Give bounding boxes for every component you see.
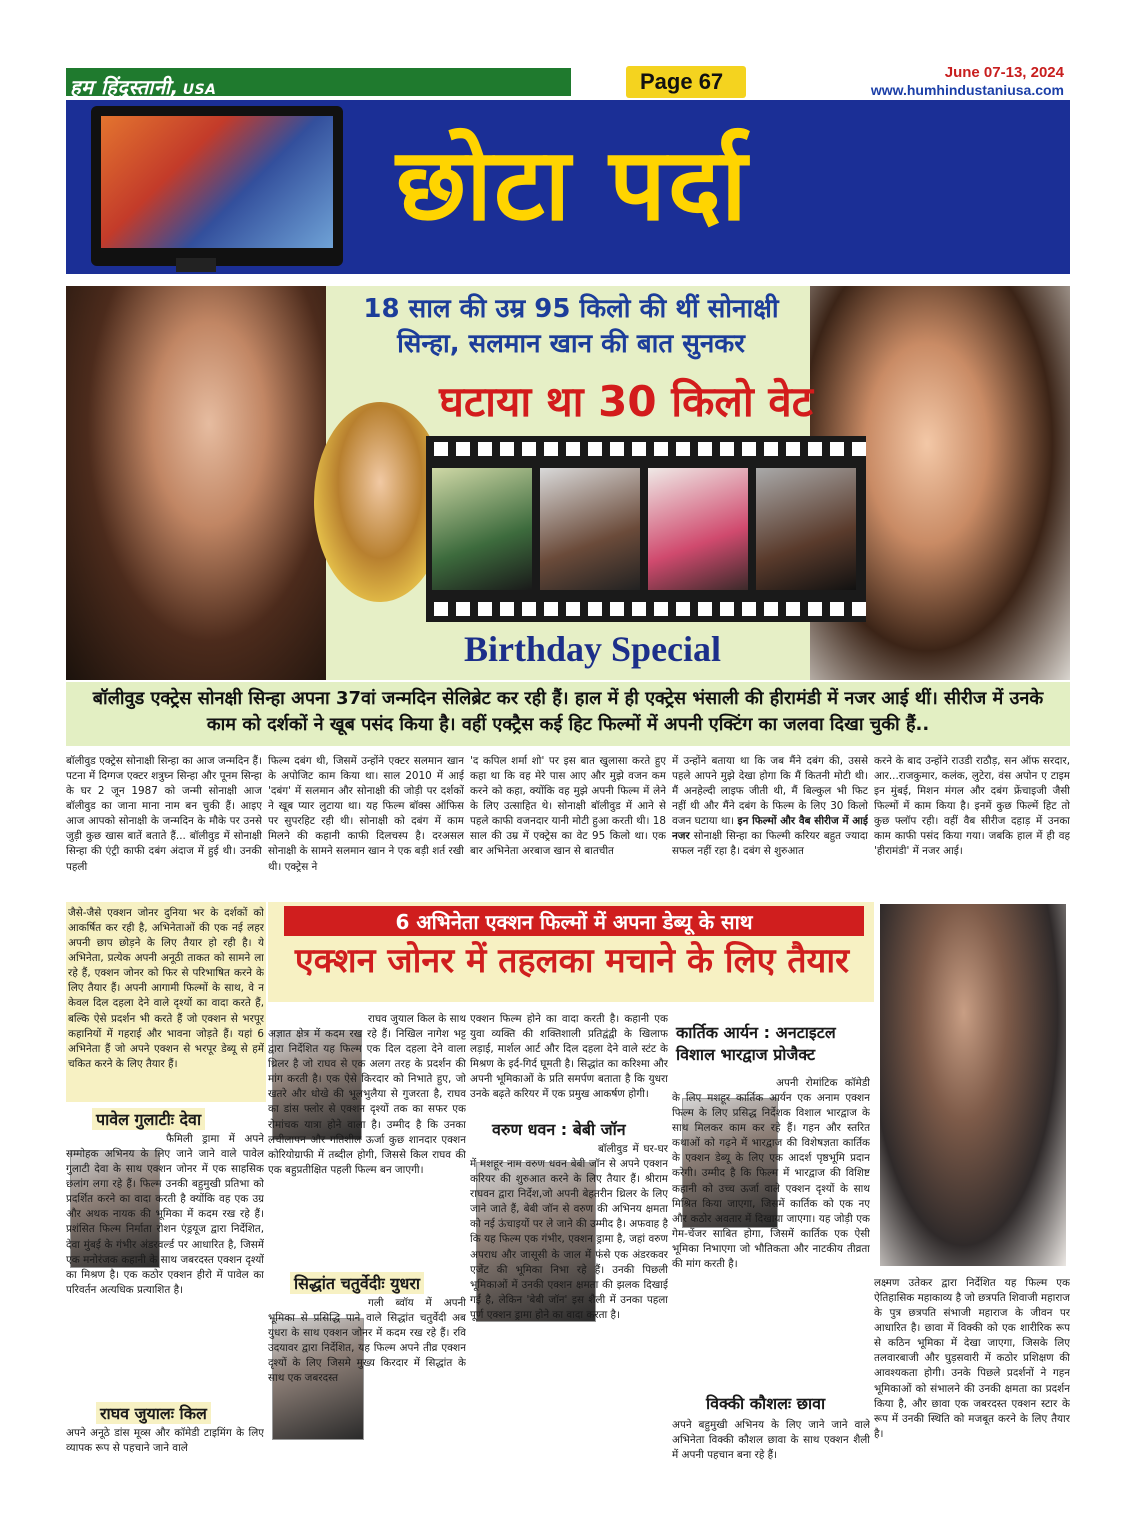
- film-holes-top: [426, 442, 866, 456]
- feature2-kicker: 6 अभिनेता एक्शन फिल्मों में अपना डेब्यू के साथ: [284, 906, 864, 937]
- headline-line-1: 18 साल की उम्र 95 किलो की थीं सोनाक्षी: [363, 294, 779, 324]
- raghav-text-1: अपने अनूठे डांस मूव्स और कॉमेडी टाइमिंग के लिए व्यापक रूप से पहचाने जाने वाले: [66, 1427, 264, 1455]
- kartik-subhead: कार्तिक आर्यन : अनटाइटल विशाल भारद्वाज प्रोजैक्ट: [676, 1023, 836, 1065]
- page-number-text: Page 67: [640, 69, 724, 94]
- headline-line-2: सिन्हा, सलमान खान की बात सुनकर: [397, 329, 745, 360]
- masthead-bar: [66, 68, 571, 99]
- vicky-photo: [880, 904, 1066, 1266]
- pavail-text: फैमिली ड्रामा में अपने सम्मोहक अभिनय के लिए जाने जाने वाले पावेल गुलाटी देवा के साथ एक्शन जोनर में एक साहसिक छलांग लगा रहे हैं। फिल्म उनकी बहुमुखी प्रतिभा को प्रदर्शित करने का वादा करती है क्योंकि वह एक उग्र और अथक नायक की भूमिका में कदम रख रहे हैं। प्रशंसित फिल्म निर्माता रोशन एंड्रयूज द्वारा निर्देशित, देवा मुंबई के गंभीर अंडरवर्ल्ड पर आधारित है, जिसमें एक मनोरंजक कहानी के साथ जबरदस्त एक्शन दृश्यों का मिश्रण है। एक कठोर एक्शन हीरो में पावेल का परिवर्तन अत्यधिक प्रत्याशित है।: [66, 1133, 264, 1296]
- feature1-lead: बॉलीवुड एक्ट्रेस सोनक्षी सिन्हा अपना 37वां जन्मदिन सेलिब्रेट कर रही हैं। हाल में ही एक्ट्रेस भंसाली की हीरामंडी में नजर आई थीं। सीरीज में उनके काम को दर्शकों ने खूब पसंद किया है। वहीं एक्ट्रैस कई हिट फिल्मों में अपनी एक्टिंग का जलवा दिखा चुकी हैं..: [92, 688, 1044, 736]
- section-banner: [66, 100, 1070, 278]
- pavail-subhead: पावेल गुलाटीः देवा: [92, 1108, 205, 1130]
- film-frame-3: [648, 468, 748, 590]
- feature-sonakshi: [66, 286, 1070, 680]
- vicky-text: अपने बहुमुखी अभिनय के लिए जाने जाने वाले अभिनेता विक्की कौशल छावा के साथ एक्शन शैली में अपनी पहचान बना रहे हैं।: [672, 1419, 870, 1462]
- feature1-col-4-subhead: इन फिल्मों और वैब सीरीज में आई नजर: [672, 815, 868, 843]
- birthday-special-tag: Birthday Special: [464, 629, 722, 669]
- section-title: छोटा पर्दा: [396, 126, 749, 243]
- vicky-subhead: विक्की कौशलः छावा: [706, 1394, 826, 1413]
- publication-name: हम हिंदुस्तानी,: [70, 75, 179, 99]
- film-strip: [426, 436, 866, 622]
- raghav-subhead: राघव जुयालः किल: [96, 1402, 211, 1424]
- feature2-intro: जैसे-जैसे एक्शन जोनर दुनिया भर के दर्शकों को आकर्षित कर रही है, अभिनेताओं की एक नई लहर अपनी छाप छोड़ने के लिए तैयार हो रही है। ये अभिनेता, प्रत्येक अपनी अनूठी ताकत को सामने ला रहे हैं, एक्शन जोनर को फिर से परिभाषित करने के लिए तैयार हैं। अपनी आगामी फिल्मों के साथ, वे न केवल दिल दहला देने वाले दृश्यों का वादा करते हैं, बल्कि ऐसे प्रदर्शन भी करते हैं जो एक्शन से भरपूर कहानियों में गहराई और भावना जोड़ते हैं। यहां 6 अभिनेता हैं जो अपने एक्शन से भरपूर डेब्यू से हमें चकित करने के लिए तैयार हैं।: [68, 907, 264, 1070]
- tv-stand-icon: [176, 258, 216, 272]
- raghav-text-2: राघव जुयाल किल के साथ अज्ञात क्षेत्र में कदम रख रहे हैं। निखिल नागेश भट्ट द्वारा निर्देशित यह फिल्म एक दिल दहला देने वाला थ्रिलर है जो राघव से एक अलग तरह के प्रदर्शन की मांग करती है। एक ऐसे किरदार को निभाते हुए, जो खतरे और धोखे की भूलभुलैया से गुजरता है, राघव का डांस फ्लोर से एक्शन दृश्यों तक का सफर एक रोमांचक यात्रा होने वाला है। उम्मीद है कि उनका लचीलापन और गतिशील ऊर्जा कुछ शानदार एक्शन कोरियोग्राफी में तब्दील होगी, जिससे किल राघव की एक बहुप्रतीक्षित पहली फिल्म बन जाएगी।: [268, 1013, 466, 1176]
- varun-subhead: वरुण धवन : बेबी जॉन: [492, 1120, 626, 1139]
- feature1-col-4-text: में उन्होंने बताया था कि जब मैंने दबंग की, उससे पहले आपने मुझे देखा होगा कि मैं कितनी मोटी थी। मैं अनहेल्दी लाइफ जीती थी, मैं बिल्कुल भी फिट नहीं थी और मैंने दबंग के फिल्म के लिए 30 किलो वजन घटाया था।: [672, 755, 868, 828]
- issue-date: June 07-13, 2024: [944, 64, 1064, 81]
- publication-title: [70, 73, 217, 100]
- feature2-col-6: लक्ष्मण उतेकर द्वारा निर्देशित यह फिल्म एक ऐतिहासिक महाकाव्य है जो छत्रपति शिवाजी महाराज के पुत्र छत्रपति संभाजी महाराज के जीवन पर आधारित है। छावा में विक्की को एक शारीरिक रूप से कठिन भूमिका में देखा जाएगा, जिसके लिए तलवारबाजी और घुड़सवारी में कठोर प्रशिक्षण की आवश्यकता होगी। उनके पिछले प्रदर्शनों ने गहन भूमिकाओं को संभालने की उनकी क्षमता का प्रदर्शन किया है, और छावा एक जबरदस्त एक्शन स्टार के रूप में उनकी स्थिति को मजबूत करने के लिए तैयार है।: [874, 1277, 1070, 1440]
- varun-text: बॉलीवुड में घर-घर में मशहूर नाम वरुण धवन बेबी जॉन से अपने एक्शन करियर की शुरुआत करने के लिए तैयार हैं। श्रीराम राघवन द्वारा निर्देश,जो अपनी बेहतरीन थ्रिलर के लिए जाने जाते हैं, बेबी जॉन से वरुण की अभिनय क्षमता को नई ऊंचाइयों पर ले जाने की उम्मीद है। अफवाह है कि यह फिल्म एक गंभीर, एक्शन ड्रामा है, जहां वरुण अपराध और जासूसी के जाल में फंसे एक अंडरकवर एजेंट की भूमिका निभा रहे हैं। उनकी पिछली भूमिकाओं में उनकी एक्शन क्षमता की झलक दिखाई गई है, लेकिन 'बेबी जॉन' इस शैली में उनका पहला पूर्ण एक्शन ड्रामा होने का वादा करता है।: [470, 1143, 668, 1321]
- feature1-col-2: फिल्म दबंग थी, जिसमें उन्होंने एक्टर सलमान खान के अपोजिट काम किया था। साल 2010 में आई 'दबंग' में सलमान और सोनाक्षी की जोड़ी पर दर्शकों ने खूब प्यार लुटाया था। यह फिल्म बॉक्स ऑफिस पर सुपरहिट रही थी। सोनाक्षी को दबंग में काम मिलने की कहानी काफी दिलचस्प है। दरअसल सोनाक्षी के सामने सलमान खान ने एक बड़ी शर्त रखी थी। एक्ट्रेस ने: [268, 755, 464, 873]
- film-frame-2: [540, 468, 640, 590]
- feature1-col-4: [672, 754, 868, 894]
- feature2-headline: एक्शन जोनर में तहलका मचाने के लिए तैयार: [274, 936, 870, 987]
- film-holes-bottom: [426, 602, 866, 616]
- kartik-text: अपनी रोमांटिक कॉमेडी के लिए मशहूर कार्तिक आर्यन एक अनाम एक्शन फिल्म के लिए प्रसिद्ध निर्देशक विशाल भारद्वाज के साथ मिलकर काम कर रहे हैं। गहन और स्तरित कथाओं को गढ़ने में भारद्वाज की विशेषज्ञता कार्तिक के एक्शन डेब्यू के लिए एक आदर्श पृष्ठभूमि प्रदान करेगी। उम्मीद है कि फिल्म में भारद्वाज की विशिष्ट कहानी को उच्च ऊर्जा वाले एक्शन दृश्यों के साथ मिश्रित किया जाएगा, जिसमें कार्तिक को एक नए और कठोर अवतार में दिखाया जाएगा। यह जोड़ी एक गेम-चेंजर साबित होगा, जिसमें कार्तिक एक ऐसी भूमिका निभाएगा जो भौतिकता और नाटकीय तीव्रता की मांग करती है।: [672, 1077, 870, 1270]
- film-frame-4: [756, 468, 856, 590]
- siddhant-subhead: सिद्धांत चतुर्वेदीः युधरा: [290, 1272, 424, 1294]
- feature1-col-4-text-b: सोनाक्षी सिन्हा का फिल्मी करियर बहुत ज्यादा सफल नहीं रहा है। दबंग से शुरुआत: [672, 830, 868, 858]
- page-number: [626, 66, 746, 98]
- feature1-col-3: 'द कपिल शर्मा शो' पर इस बात खुलासा करते हुए कहा था कि वह मेरे पास आए और मुझे वजन कम करने को कहा, क्योंकि वह मुझे अपनी फिल्म में लेने के लिए उत्साहित थे। सोनाक्षी बॉलीवुड में आने से पहले काफी वजनदार यानी मोटी हुआ करती थी। 18 साल की उम्र में एक्ट्रेस का वेट 95 किलो था। एक बार अभिनेता अरबाज खान से बातचीत: [470, 755, 666, 858]
- feature1-col-1: बॉलीवुड एक्ट्रेस सोनाक्षी सिन्हा का आज जन्मदिन हैं। पटना में दिग्गज एक्टर शत्रुघ्न सिन्हा और पूनम सिन्हा के घर 2 जून 1987 को जन्मी सोनाक्षी आज बॉलीवुड का जाना माना नाम बन चुकी हैं। आइए आज आपको सोनाक्षी के जन्मदिन के मौके पर उनसे जुड़ी कुछ खास बातें बताते हैं... बॉलीवुड में सोनाक्षी सिन्हा की एंट्री काफी दबंग अंदाज में हुई थी। उनकी पहली: [66, 755, 262, 873]
- feature1-lead-box: [66, 682, 1070, 746]
- tv-icon: [91, 106, 343, 266]
- feature2-col-3-text: एक्शन फिल्म होने का वादा करती है। कहानी एक युवा व्यक्ति की शक्तिशाली प्रतिद्वंद्वी के खिलाफ लड़ाई, मार्शल आर्ट और दिल दहला देने वाले स्टंट के मिश्रण के इर्द-गिर्द घूमती है। सिद्धांत का करिश्मा और अपनी भूमिकाओं के प्रति समर्पण बताता है कि युधरा उनके बढ़ते करियर में एक प्रमुख आकर्षण होगी।: [470, 1013, 668, 1101]
- siddhant-text: गली ब्वॉय में अपनी भूमिका से प्रसिद्धि पाने वाले सिद्धांत चतुर्वेदी अब युधरा के साथ एक्शन जोनर में कदम रख रहे हैं। रवि उदयावर द्वारा निर्देशित, यह फिल्म अपने तीव्र एक्शन दृश्यों के लिए जिसमे मुख्य किरदार में सिद्धांत के साथ एक जबरदस्त: [268, 1297, 466, 1385]
- feature1-col-5: करने के बाद उन्होंने राउडी राठौड़, सन ऑफ सरदार, आर...राजकुमार, कलंक, लुटेरा, वंस अपोन ए टाइम इन मुंबई, मिशन मंगल और दबंग फ्रेंचाइजी जैसी फिल्मों में काम किया है। इनमें कुछ फिल्में हिट तो कुछ फ्लॉप रही। वहीं वैब सीरीज दहाड़ में उनका काम काफी पसंद किया गया। जबकि हाल में ही वह 'हीरामंडी' में नजर आई।: [874, 755, 1070, 858]
- feature1-headline-red: घटाया था 30 किलो वेट: [439, 377, 813, 426]
- publication-region: USA: [182, 82, 217, 98]
- masthead: [66, 64, 1070, 100]
- tv-screen-image: [101, 116, 333, 248]
- website-url[interactable]: www.humhindustaniusa.com: [870, 82, 1064, 98]
- film-frame-1: [432, 468, 532, 590]
- feature1-headline: [271, 292, 871, 363]
